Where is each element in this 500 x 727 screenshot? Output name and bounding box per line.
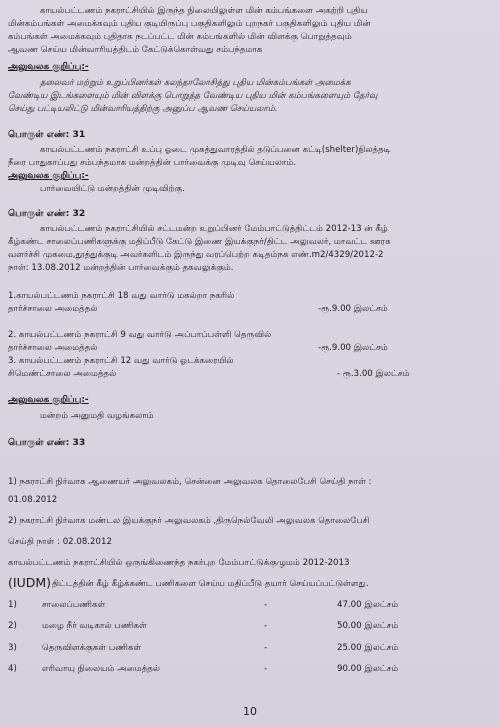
work-amount: - ரூ.3.00 இலட்சம் (337, 369, 410, 379)
list-number: 1) (8, 600, 17, 610)
text-line: செய்து பட்டியலிட்டு மின்வாரியத்திற்கு அனுப்ப ஆவண செய்யலாம். (8, 104, 278, 114)
work-line: சிமெண்ட்சாலை அமைத்தல் (8, 369, 117, 379)
work-name: சாலைப்பணிகள் (42, 600, 106, 610)
text-line: 1) நகராட்சி நிர்வாக ஆணையர் அலுவலகம், சென்னை அலுவலக தொலைபேசி செய்தி நாள் : (8, 477, 372, 487)
text-line: வேண்டிய இடங்களையும் மின் விளக்கு பொறுத்த வேண்டிய புதிய மின் கம்பங்களையும் தேர்வு (8, 91, 378, 101)
text-line: காயல்பட்டணம் நகராட்சியில் இருந்த நிலையிலுள்ள மின் கம்பங்களை அகற்றி புதிய (40, 6, 368, 16)
text-line: மின்கம்பங்கள் அமைக்கவும் புதிய குடியிருப்பு பகுதிகளிலும் புறநகர் பகுதிகளிலும் புதிய மின் (8, 19, 371, 29)
text-line: கீழ்கண்ட சாலைப்பணிகளுக்கு மதிப்பீடு கேட்டு இணை இயக்குநர்/திட்ட அலுவலர், மாவட்ட ஊரக (8, 237, 391, 247)
work-amount: 90.00 இலட்சம் (337, 664, 399, 674)
work-amount: 25.00 இலட்சம் (337, 643, 399, 653)
work-dash: - (264, 664, 268, 674)
note-heading: அலுவலக குறிப்பு:- (8, 395, 89, 405)
note-heading: அலுவலக குறிப்பு:- (8, 171, 89, 181)
text-line: காயல்பட்டணம் நகராட்சியில் ஒருங்கிணைந்த நகர்புற மேம்பாட்டுக்குழுமம் 2012-2013 (8, 558, 350, 568)
work-line: தார்ச்சாலை அமைத்தல் (8, 343, 98, 353)
work-name: தெருவிளக்குகள் பணிகள் (42, 643, 142, 653)
work-name: மழை நீர் வடிகால் பணிகள் (42, 621, 147, 631)
text-line: நீரை பாதுகாப்பது சம்பந்தமாக மன்றத்தின் பார்வைக்கு முடிவு செய்யலாம். (8, 158, 297, 168)
work-amount: -ரூ.9.00 இலட்சம் (318, 304, 388, 314)
text-line: 01.08.2012 (8, 495, 58, 505)
text-line: திட்டத்தின் கீழ் கீழ்க்கண்ட பணிகளை செய்ய மதிப்பீடு தயார் செய்யப்பட்டுள்ளது. (52, 579, 369, 589)
text-line: 2) நகராட்சி நிர்வாக மண்டல இயக்குநர் அலுவலகம் ,திருநெல்வேலி அலுவலக தொலைபேசி (8, 516, 370, 526)
text-line: காயல்பட்டணம் நகராட்சியில் சட்டமன்ற உறுப்பினர் மேம்பாட்டுத்திட்டம் 2012-13 ன் கீழ் (40, 224, 388, 234)
work-name: எரிவாயு நிலையம் அமைத்தல் (42, 664, 161, 674)
work-line: தார்ச்சாலை அமைத்தல் (8, 304, 98, 314)
text-line: (IUDM) (8, 575, 51, 590)
text-line: செய்தி நாள் : 02.08.2012 (8, 537, 112, 547)
text-line: தலைவர் மற்றும் உறுப்பினர்கள் கலந்தாலோசித்து புதிய மின்கம்பங்கள் அமைக்க (40, 78, 351, 88)
work-amount: 47.00 இலட்சம் (337, 600, 399, 610)
note-text: மன்றம் அனுமதி வழங்கலாம் (40, 411, 154, 421)
text-line: கம்பங்கள் அமைக்கவும் புதிதாக நடப்பட்ட மின் கம்பங்களில் மின் விளக்கு பொறுத்தவும் (8, 32, 352, 42)
work-dash: - (264, 621, 268, 631)
note-heading: அலுவலக குறிப்பு:- (8, 62, 89, 72)
note-text: பார்வையிட்டு மன்றத்தின் முடிவிற்கு. (40, 184, 185, 194)
text-line: வளர்ச்சி முகமை,தூத்துக்குடி அவர்களிடம் இருந்து வரப்பெற்ற கடிதம்நக எண்.m2/4329/2012-2 (8, 250, 384, 260)
item-heading: பொருள் எண்: 32 (8, 208, 86, 219)
work-amount: 50.00 இலட்சம் (337, 621, 399, 631)
work-line: 2. காயல்பட்டணம் நகராட்சி 9 வது வார்டு அப்பாப்பள்ளி தெருவில் (8, 330, 272, 340)
item-heading: பொருள் எண்: 33 (8, 437, 86, 448)
text-line: ஆவண செய்ய மின்வாரியத்திடம் கேட்டுக்கொள்வது சம்பந்தமாக (8, 45, 263, 55)
text-line: காயல்பட்டணம் நகராட்சி உப்பு ஓடை முகத்துவாரத்தில் தடுப்பனை கட்டி(shelter)நிலத்தடி (40, 145, 391, 155)
work-dash: - (264, 643, 268, 653)
work-line: 3. காயல்பட்டணம் நகராட்சி 12 வது வார்டு ஓடக்கரையில் (8, 356, 234, 366)
page-number: 10 (243, 705, 257, 718)
work-amount: -ரூ.9.00 இலட்சம் (318, 343, 388, 353)
item-heading: பொருள் எண்: 31 (8, 129, 86, 140)
work-line: 1.காயல்பட்டணம் நகராட்சி 18 வது வார்டு மகல்றா நகரில் (8, 291, 235, 301)
list-number: 3) (8, 643, 17, 653)
list-number: 4) (8, 664, 17, 674)
text-line: நாள்: 13.08.2012 மன்றத்தின் பார்வைக்கும் தகவலுக்கும். (8, 263, 234, 273)
list-number: 2) (8, 621, 17, 631)
work-dash: - (264, 600, 268, 610)
